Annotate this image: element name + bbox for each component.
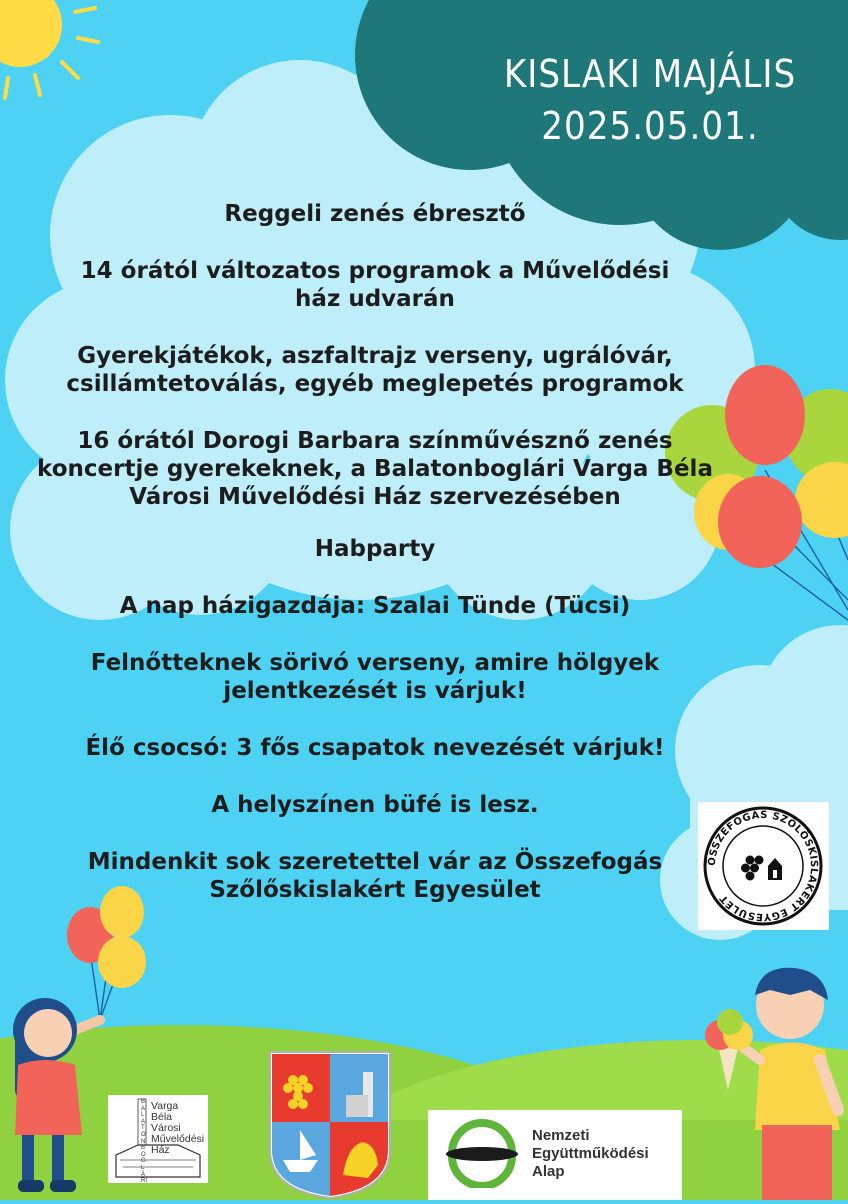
program-item: Gyerekjátékok, aszfaltrajz verseny, ugrálóvár, csillámtetoválás, egyéb meglepetés programok [66,343,684,397]
program-list [30,200,720,933]
program-item: 16 órától Dorogi Barbara színművésznő zenés koncertje gyerekeknek, a Balatonboglári Varga Béla Városi Művelődési Ház szervezésében [37,428,713,510]
varga-vertical-text: BALATONBOGLÁRI [141,1099,147,1185]
program-item: A nap házigazdája: Szalai Tünde (Tücsi) [119,593,631,619]
event-header [490,52,810,148]
seal-ring-text: ÖSSZEFOGÁS SZŐLŐSKISLAKÉRT EGYESÜLET [706,809,820,923]
varga-line: Varga [151,1100,179,1112]
varga-line: Ház [151,1144,170,1156]
nea-text [532,1127,649,1181]
program-item: 14 órától változatos programok a Művelődési ház udvarán [80,258,670,312]
program-item: Habparty [314,536,436,562]
nea-ring-icon [442,1118,522,1188]
sun-icon [0,0,98,98]
event-title: KISLAKI MAJÁLIS [503,52,797,96]
nea-logo [428,1110,682,1200]
program-item: A helyszínen büfé is lesz. [211,792,539,818]
program-item: Mindenkit sok szeretettel vár az Összefogás Szőlőskislakért Egyesület [87,849,663,903]
varga-text-lines [151,1101,205,1156]
nea-line: Alap [532,1163,565,1180]
coat-of-arms-icon [268,1050,392,1200]
program-item: Felnőtteknek sörivó verseny, amire hölgyek jelentkezését is várjuk! [90,650,660,704]
town-coat-of-arms [268,1050,392,1200]
nea-line: Nemzeti [532,1127,590,1144]
varga-bela-logo [108,1095,208,1183]
varga-line: Városi [151,1122,181,1134]
nea-line: Együttműködési [532,1145,649,1162]
varga-line: Művelődési [151,1134,205,1145]
association-seal-icon [698,802,829,930]
varga-line: Béla [151,1111,173,1123]
program-item: Reggeli zenés ébresztő [224,201,526,227]
program-item: Élő csocsó: 3 fős csapatok nevezését várjuk! [85,735,665,761]
association-seal-logo [698,802,829,930]
event-date: 2025.05.01. [541,104,759,148]
